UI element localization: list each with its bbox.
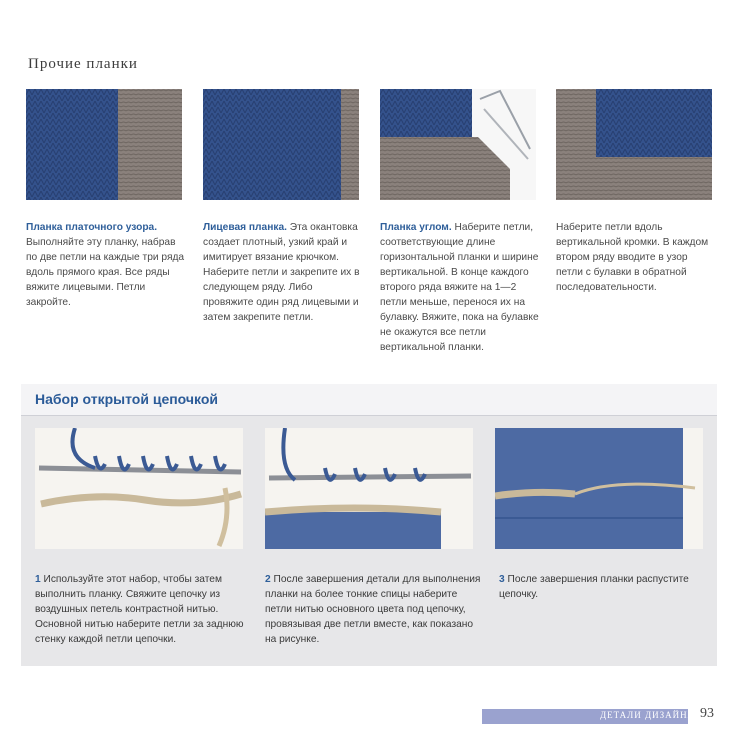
illustration-step-2 (265, 428, 473, 549)
photo-corner-band-finished (556, 89, 712, 200)
illustration-step-1 (35, 428, 243, 549)
step-3-text: 3 После завершения планки распустите цепочку. (499, 574, 689, 600)
page-number: 93 (700, 706, 714, 721)
section-title: Прочие планки (28, 56, 138, 72)
caption-stockinette-band: Лицевая планка. Эта окантовка создает плотный, узкий край и имитирует вязание крючком. Наберите петли и закрепите их в следующем ряду. Либо провяжите один ряд лицевыми и затем закрепите петли. (203, 222, 360, 323)
caption-corner-band: Планка углом. Наберите петли, соответствующие длине горизонтальной планки и ширине вертикальной. В конце каждого второго ряда вяжите на 1—2 петли меньше, перенося их на булавку. Вяжите, пока на булавке не окажутся все петли вертикальной планки. (380, 222, 539, 353)
panel-divider (21, 415, 717, 416)
illustration-step-3 (495, 428, 703, 549)
photo-stockinette-band (203, 89, 359, 200)
panel-title: Набор открытой цепочкой (35, 391, 218, 407)
caption-garter-band: Планка платочного узора. Выполняйте эту планку, набрав по две петли на каждые три ряда вдоль прямого края. Все ряды вяжите лицевыми. Петли закройте. (26, 222, 185, 308)
panel-header (21, 384, 717, 416)
technique-panel (21, 384, 717, 666)
footer-label: ДЕТАЛИ ДИЗАЙНА (600, 710, 696, 720)
photo-garter-band (26, 89, 182, 200)
photo-corner-band (380, 89, 536, 200)
caption-corner-band-finished: Наберите петли вдоль вертикальной кромки. В каждом втором ряду вводите в узор петли с булавки в обратной последовательности. (556, 222, 709, 293)
step-1-text: 1 Используйте этот набор, чтобы затем выполнить планку. Свяжите цепочку из воздушных петель контрастной нитью. Основной нитью наберите петли за заднюю стенку каждой петли цепочки. (35, 574, 244, 645)
step-2-text: 2 После завершения детали для выполнения планки на более тонкие спицы наберите петли нитью основного цвета под цепочку, провязывая две петли вместе, как показано на рисунке. (265, 574, 481, 645)
